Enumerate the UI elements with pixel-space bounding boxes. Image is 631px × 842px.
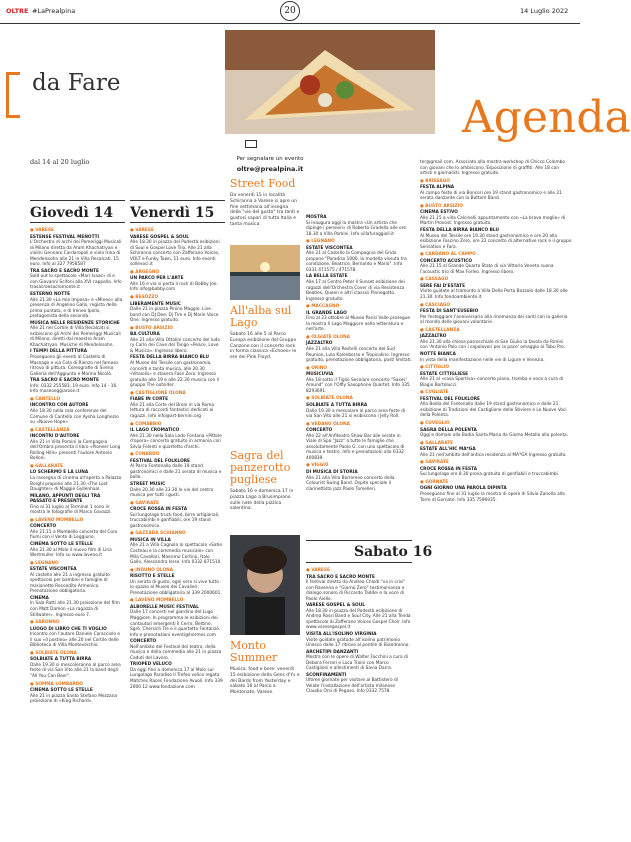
- listing-title: ESTATE VISCONTEA: [306, 245, 353, 251]
- section-title: da Fare: [32, 70, 121, 96]
- listing-text: Al campo feste di via Boncori ore 19 stand gastronomico e alle 21 serata danzante con la Bottom Band.: [420, 190, 562, 202]
- brand-logo: OLTRE: [6, 7, 29, 15]
- listing-text: Alle 21 alla Villa Restelli concerto del Sud Reunion, Lula Kalenborso e Tropicalino. Ingresso gratuito, prenotazione obbligatoria, posti limitati.: [306, 347, 412, 364]
- feature-title: All'alba sul Lago: [230, 304, 292, 329]
- listing-title: CONCERTO: [306, 428, 333, 434]
- listing-text: Alle 21.30 nella Sala Lodo Fontana «Pittole d'opera» concerto gratuito in armonia con Silvia Felenti e quartetto d'archi.: [130, 433, 222, 450]
- listing-title: FESTIVAL DEL FOLKLORE: [130, 458, 190, 464]
- listing-text: Sul lungolago truck food, birre artigianali, truccabimbi e gonfiabili, ore 19 stand gastronomico.: [130, 512, 220, 529]
- divider: [30, 222, 125, 223]
- listing-town: ● LAVENO MOMBELLO: [30, 518, 123, 524]
- listing-text: Alle 21.30 «La mia Imposa» e «Mineo» alla presenza di Angelino Gallo, regista della prima puntata, e di Ireneo Ipollo, protagonista della seconda.: [30, 297, 123, 320]
- listing-text: Alle 21 nel Cortile di Villa Recalcati si esibiscono gli Archi dei Pomeriggi Musicali di Milano, diretti dal maestro Aram Khachatryan. Musiche di Mendelssohn.: [30, 326, 121, 348]
- listing-title: FESTIVAL DEL FOLKLORE: [420, 396, 480, 402]
- divider: [30, 200, 125, 201]
- listing-text: Alle 16 e via si porta il rock di Bobby Joe. Info info@bobby.com: [130, 281, 218, 293]
- listing-title: STREET MUSIC: [130, 481, 166, 487]
- listing-text: Alle 22 all'Anfiteatro Shaw Bar alle serate in Viale di Spa "Jazz" a tutte le famiglie che assolutamente Paolo G. con uno spettacolo di musica e teatro. Info e prenotazioni allo 0332 400839.: [306, 433, 405, 461]
- listing-text: Visite guidate gratuite all'isolino patrimonio Unesco dalle 17 ritrovo al pontile di Biandronno.: [306, 637, 410, 649]
- listing-title: CROCE ROSSA IN FESTA: [420, 466, 478, 472]
- listing-town: ● CASTELLANZA: [30, 428, 123, 434]
- listing-title: FIABE IN CORTE: [130, 397, 169, 403]
- listing-text: Alle 21 al «casa Sportiva» concerto piano, tromba e voce a cura di Biagio Bortolucci.: [420, 377, 564, 388]
- listing-town: ● INDUNO OLONA: [130, 568, 223, 574]
- listing-title: MUSICA NELLE RESIDENZE STORICHE: [30, 320, 120, 326]
- listing-title: ARCHETIPI DANZANTI: [306, 649, 359, 655]
- listing-town: ● CUVEGLIO: [420, 421, 572, 427]
- listing-text: In Sala Ratti alle 21.30 proiezione del film con Matt Damon «La ragazza di Stillwater». Ingresso euro 7.: [30, 601, 120, 618]
- divider: [130, 222, 225, 223]
- listing-title: DI MUSICA DI STORIA: [306, 469, 358, 475]
- listing-title: IL LAGO CROMATICO: [130, 428, 180, 434]
- listing-title: TRIOPED VELUCO: [130, 662, 172, 668]
- agenda-title: Agenda: [462, 92, 631, 143]
- listing-text: Alle 21 alla Villa Borromeo concerto della Colourist Swing Band. Ospite speciale il clarinettista jazz Paolo Tomelleri.: [306, 475, 395, 492]
- listing-text: La rassegna di cinema all'aperto a Palazzo Borghi propone alle 21.30 «The Lost Daughter» di Maggie Gyllenhaal.: [30, 475, 122, 493]
- listing-town: ● SOLBIATE OLONA: [30, 651, 123, 657]
- listing-title: MILANO, APPUNTI DEGLI TRA PASSATO E PRESENTE: [30, 493, 101, 505]
- listing-title: CONCERTO ACUSTICO: [420, 258, 473, 264]
- listing-town: ● CANTELLO: [30, 397, 123, 403]
- listing-title: LUOGO DI LIBRO CHE TI VOGLIO: [30, 626, 107, 632]
- listing-town: ● VARESE: [306, 568, 412, 574]
- listing-town: ● VIGGIÙ: [306, 463, 412, 469]
- listing-text: Proseguono fino al 31 luglio la mostra di opere di Silvio Zanella alla Torre di Gornate. Info 335 7596935.: [420, 491, 565, 503]
- listing-title: CONCERTO: [30, 524, 57, 530]
- listing-town: ● SOLBIATE OLONA: [306, 396, 412, 402]
- listing-title: OGNI GIORNO UNA PAROLA DIPINTA: [420, 486, 507, 492]
- listing-title: TRA SACRO E SACRO MONTE: [30, 268, 99, 274]
- divider: [306, 562, 412, 563]
- listing-title: LIBERAMENTE MUSIC: [130, 301, 181, 307]
- listing-column-venerdi-cont: [306, 214, 412, 540]
- listing-title: CINEMA: [30, 595, 49, 601]
- feature-allalba: [230, 305, 300, 361]
- listing-text: Dalle 20.30 alle 23.30 le vie del centro musica per tutti i gusti.: [130, 487, 214, 499]
- listing-title: INCONTRO CON AUTORE: [30, 403, 89, 409]
- listing-town: ● BUSTO ARSIZIO: [420, 204, 572, 210]
- listing-title: CINEMA ESTIVO: [420, 210, 458, 216]
- page-number: 20: [280, 1, 300, 21]
- listing-column-giovedi: [30, 226, 123, 831]
- listing-text: Dalle 19.30 si mescoleranno al parco area feste di via San Vito alle 21 la band degli "All You Can Beer".: [30, 662, 121, 680]
- listing-title: SERE FAI D'ESTATE: [420, 283, 465, 289]
- listing-town: ● ORINO: [306, 366, 412, 372]
- listing-town: ● BRISSAGO: [420, 179, 572, 185]
- listing-text: Al Museo del Tessile con gastronomia, concerti e tanta musica, alle 20.30 «Vitaiolis» e stasera Fase Zero. Ingresso gratuito alle 19 e alle 22.30 musica con il gruppo The outsider.: [130, 361, 220, 389]
- listing-title: SCONFINAMENTI: [306, 672, 347, 678]
- listing-text: Alle 21.30 al Molo il nuovo film di Lina Wertmuller. Info su www.laveno.it: [30, 547, 112, 559]
- listing-column-sabato: [306, 566, 412, 828]
- listing-text: Dalle 19.30 a mescolare al parco area feste di via San Vito alle 21 si esibiscono i Jelly Roll.: [306, 408, 406, 420]
- listing-title: MUSICUVIA: [306, 372, 334, 378]
- listing-text: Il festival diretto da Andrea Chiodi "va in crisi" con Ravenna e "Giorno Zero" testimonianza e dialogo sonoro di Riccardo Taddei e la voce di Paolo Aiello.: [306, 580, 406, 602]
- listing-text: Sul lungolago ore 8.30 prova gratuita di gonfiabili e truccabimbi.: [420, 472, 560, 478]
- day-heading-sabato: Sabato 16: [354, 544, 433, 560]
- listing-town: ● GORNATE: [420, 480, 572, 486]
- listing-text: Fino al 31 luglio al Terminal 1 sono in mostra le fotografie di Marco Gavazzi.: [30, 504, 112, 516]
- divider: [130, 200, 225, 201]
- listing-text: Un serata di gusto, ogni sera si vive tutto lo spazio al Museo dei Cavalieri. Prenotazione obbligatoria al 339 2000601.: [130, 579, 222, 596]
- submit-email[interactable]: oltre@prealpina.it: [236, 165, 304, 173]
- listing-text: Alla Badia del Fontenallo dalle 19 stand gastronomico e dalle 21 esibizione di Tradizioni del Castiglione delle Stiviere e Le Nuove Voci della Polenta.: [420, 402, 567, 419]
- listing-text: In vista della manifestazione nelle vie di Ligure e Venezia.: [420, 357, 545, 363]
- listing-text: Mostra con le opere di Walter Facchini a cura di Debora Ferrari e Luca Traini con Marco Castiglioni e allestimenti di Savia Darra.: [306, 655, 408, 672]
- listing-text: Visite guidate al tramonto a Villa Della Porta Bozzolo dalle 18.30 alle 21.30. Info fondoambiente.it: [420, 289, 568, 301]
- listing-title: RISOTTO E STELLE: [130, 574, 175, 580]
- listing-text: Alle 18.30 in piazza del Podestà esibizione di Andrea Rossi Band e Soul City. Alle 21 alla Tenda spettacolo di Zafferano Voices Gospel Choir. Info www.varesegospel.it: [306, 608, 411, 631]
- listing-town: ● CASTIGLIONE OLONA: [130, 391, 223, 397]
- listing-text: Per festeggiare l'anniversario alla rinomanza dei santi con la galleria al mondo delle giovani volontarie.: [420, 314, 568, 326]
- day-heading-venerdi: Venerdì 15: [130, 205, 215, 221]
- listing-text: Alle 21.15 al Grande Quarto Stato di via Vittorio Veneto suona l'acoustic trio di Max Forleo. Ingresso libero.: [420, 264, 554, 275]
- listing-text: Si inaugura oggi la mostra «Un artista che dipinge i pensieri» di Roberto Gradella alle ore 18.30 a Villa Pomini. Info villafuraggioli.it: [306, 220, 406, 237]
- issue-date: 14 Luglio 2022: [520, 7, 569, 15]
- singer-photo: [230, 535, 300, 635]
- listing-title: MOSTRA: [306, 215, 327, 220]
- listing-text: Oggi e domani alla Badia Santa Maria da Giomo Metallo alla polenta.: [420, 433, 569, 439]
- listing-town: ● OLGIATE OLONA: [306, 335, 412, 341]
- listing-title: MUSICA IN VILLA: [130, 537, 171, 543]
- listing-text: Alle 21.15 a villa Calcinelli appuntamento con «La brava moglie» di Martin Provost. Ingresso gratuito.: [420, 215, 566, 227]
- listing-title: SOLBIATE A TUTTA BIRRA: [30, 657, 92, 663]
- listing-town: ● LEGNANO: [306, 239, 412, 245]
- listing-town: ● GALLARATE: [30, 464, 123, 470]
- listing-town: ● BUSTO ARSIZIO: [130, 326, 223, 332]
- listing-town: ● COMABBIO: [130, 422, 223, 428]
- hashtag: #LaPrealpina: [32, 7, 76, 15]
- listing-town: ● LEGNANO: [30, 561, 123, 567]
- listing-text: Alle 18.30 in piazza del Podestà esibizioni di Soul e Gospel Love Trio. Alle 21 alla Schiranna concerto con Zafferano Voices, VOLT e Funky Town, 11 euro. Info eventi sollevoci.it: [130, 240, 220, 268]
- listing-title: SAGRA DELLA POLENTA: [420, 427, 477, 433]
- listing-title: SOLBIATE A TUTTA BIRRA: [306, 402, 368, 408]
- listing-title: VARESE GOSPEL & SOUL: [130, 234, 189, 240]
- food-photo: [225, 30, 435, 134]
- listing-title: FESTA ALPINA: [420, 185, 455, 191]
- listing-text: Alle 18.30 nella sala conferenze del Comune di Cantello con Aysha Longhezio su «Nuove Hope».: [30, 408, 119, 426]
- listing-title: CONCERTO: [130, 639, 157, 645]
- listing-text: Alle 21 alla Villa Ottolini concerto del ludo ry Carlo dei Cave del Tango «Peace, Love & Musica». Ingresso libero.: [130, 337, 221, 354]
- listing-text: Al castello alle 21 a ingresso gratuito spettacolo per bambini e famiglie di marionette Recondito Armonico. Prenotazione obbligatoria.: [30, 572, 110, 595]
- listing-title: I TEMPI DELLA PITTURA: [30, 349, 88, 355]
- feature-body: Sabato 16 alle 5 al Parco Europa esibizione del Gruppo Canzone con il concerto rock in forma classica «Echoes» le ere dei Pink Floyd.: [230, 332, 297, 361]
- feature-title: Street Food: [230, 177, 296, 190]
- listing-town: ● SOMMA LOMBARDO: [30, 682, 123, 688]
- feature-street-food: [230, 178, 300, 228]
- listing-town: ● ARGEGNO: [130, 270, 223, 276]
- feature-sagra: [230, 450, 300, 512]
- listing-title: VISITA ALL'ISOLINO VIRGINIA: [306, 632, 377, 638]
- listing-town: ● CARDANO AL CAMPO: [420, 252, 572, 258]
- listing-text: Alle 21.15 a Mombello concerto del Coro fiumi con il Vento di Leggiuno.: [30, 529, 118, 541]
- feature-body: Musica, food e bere: venerdì 15 esibizione della Gens d'Ys e dei Bards from Yesterday e sabato 16 al Parco a Montonate, Varese.: [230, 667, 300, 696]
- listing-text: Proseguono gli eventi al Castello di Masnago e via Cola di Rienzo nel famoso ritrovo di pittura. Coreografie di Sirena Galleria dell'Aggiunta e Marina Nicolò.: [30, 355, 119, 377]
- listing-text: ter@gmail.com. Associato alla mostra workshop di Chicco Colombo con giovani che lo ambiscono. Esposizione di graffiti. Alle 18 con artisti e giornalisti. Ingresso gratuito.: [420, 160, 566, 177]
- listing-title: BA CULTURA: [130, 332, 160, 338]
- listing-town: ● MACCAGNO: [306, 304, 412, 310]
- listing-town: ● CASTELLANZA: [420, 328, 572, 334]
- listing-title: ESTERNO NOTTE: [30, 292, 71, 298]
- divider: [306, 540, 412, 541]
- listing-town: ● CASCIAGO: [420, 303, 572, 309]
- listing-title: NOTTE BIANCA: [420, 351, 456, 357]
- listing-town: ● CUNARDO: [130, 452, 223, 458]
- listing-title: ESTENSE FESTIVAL MENOTTI: [30, 234, 100, 240]
- listing-title: JAZZALTRO: [306, 341, 333, 347]
- listing-text: Dalle 21 in piazza Pinino Maggio. Live band con DJ Dee, Dj Tim e Dj Marin Voice One. Ingresso gratuito.: [130, 307, 219, 324]
- listing-text: Alle 17 al Centro Peter il Sunset esibizione dei ragazzi dell'Orchestra Cover di via Resistenza Beatles, Queen e altri classici Pinnegotto. Ingresso gratuito.: [306, 280, 405, 302]
- listing-town: ● CUGLIATE: [420, 390, 572, 396]
- listing-town: ● CITTIGLIO: [420, 365, 572, 371]
- listing-title: JAZZALTRO: [420, 334, 447, 340]
- listing-title: IL GRANDE LAGO: [306, 310, 347, 316]
- listing-column-venerdi: [130, 226, 223, 831]
- listing-text: Ultime giornate per visitare al Battistero di Velate l'installazione dell'artista milanese Claudio Orsi di Pegaso. Info 0332 7578.: [306, 678, 398, 695]
- listing-town: ● SARONNO: [30, 620, 123, 626]
- listing-text: Sold out lo spettacolo «Marr Isaac» di e con Giovanni Scifoni alla XVI cappella. Info trasacroesacromonte.it: [30, 274, 122, 291]
- listing-text: Alle 21 a Villa Cagnola lo spettacolo «Satie Cocteau e la commedia musicale» con Mila Cavallari, Massimo Cortinù, Italo Gallo, Alessandra Ierse. Info 0332 871510.: [130, 543, 222, 566]
- listing-town: ● GAVIRATE: [420, 460, 572, 466]
- listing-text: Incontro con l'autore Daniele Caracciolo e il suo «Il postino» alle 20 nel Cortile delle Biblioteca di Villa Monteverchio.: [30, 632, 120, 649]
- feature-monto: [230, 640, 300, 696]
- listing-text: Alle 21 al Castello la Compagnia del Grido propone "Paradiso 1000, la modella vissuta tra condizione, Beatrice, Bernardo e Mario". Info 0331 471575 / 471578.: [306, 251, 407, 273]
- feature-body: Da venerdì 15 in località Schiranna a Varese si apre un fine settimana all'insegna delle "vie del gusto" tra tanti e gustosi sapori di tutta Italia e tanta musica.: [230, 193, 300, 227]
- listing-text: Dalle 17 concerti nel giardino del Lugo Maggiore. In programma le esibizioni dei cantautori emergenti Il Cerro, Bettine, Sgrò, Chersich Tre e il quartetto Fantanzò. Info e prenotazioni eventi@hermes.com: [130, 610, 221, 638]
- listing-text: Alle 21 alla Corte del Broni in via Roma lettura di racconti fantastici dedicati ai ragazzi. Info info@art-bernini.org: [130, 402, 215, 419]
- listing-text: Da oggi fino a domenica 17 al Molo sul Lungolago Paradiso Il Trofeo velico regata Matches Races Fondazione Avuoli. Info 339 2000 12 www.fondazione.com: [130, 667, 223, 690]
- listing-title: INCONTRI D'AUTORE: [30, 434, 80, 440]
- listing-text: Al Parco Fontenallo dalle 19 stand gastronomici e dalle 21 serata di musica e ballo.: [130, 464, 222, 481]
- listing-title: ESTATE CITTIGLIESE: [420, 371, 469, 377]
- listing-title: VARESE GOSPEL & SOUL: [306, 603, 365, 609]
- lake-photo: [230, 245, 300, 300]
- listing-title: TRA SACRO E SACRO MONTE: [306, 574, 375, 580]
- listing-town: ● LAVENO MOMBELLO: [130, 598, 223, 604]
- feature-title: Monto Summer: [230, 639, 278, 664]
- listing-title: LO SCHERMO E LA LUNA: [30, 470, 89, 476]
- listing-title: LA BELLA ESTATE: [306, 274, 348, 280]
- listing-town: ● VEDANO OLONA: [306, 422, 412, 428]
- listing-text: Alle 18 sotto il Tiglio Secolare concerto "Saxes' Around" con l'Olfly Saxophone Quartet. Info 335 8293691.: [306, 377, 410, 394]
- section-bracket: [6, 72, 20, 118]
- listing-title: TRA SACRO E SACRO MONTE: [30, 378, 99, 384]
- listing-town: ● VARESE: [130, 228, 223, 234]
- listing-text: Al Museo del Tessile ore 19.30 stand gastronomico e ore 20 alla esibizione Fascino Zero, ore 22 concerto di alternative rock e il gruppo Sensation e Fara.: [420, 233, 572, 250]
- listing-town: ● GAVIRATE: [130, 501, 223, 507]
- listing-title: CROCE ROSSA IN FESTA: [130, 507, 188, 513]
- submit-label: Per segnalare un evento: [236, 156, 304, 162]
- listing-title: CINEMA SOTTO LE STELLE: [30, 688, 93, 694]
- listing-town: ● CASSAGO: [420, 277, 572, 283]
- listing-text: Alle 21.30 alla chiesa parrocchiale di San Giulio la tavola da Rimini con 'Antonio Palo con i capolavori per la pace' omaggio ai Tabu Pro.: [420, 339, 566, 351]
- listing-title: FESTA DELLA BIRRA BIANCO BLU: [420, 228, 499, 234]
- listing-text: L'Orchestra di archi dei Pomeriggi Musicali di Milano diretta da Aram Khachatryan e violini Gennaro Cardaropoli e viola Irina di Mendelssohn alle 21 in Villa Recalcati. 15 euro. Info al 327 7958587: [30, 240, 122, 268]
- feature-title: Sagra del panzerotto pugliese: [230, 449, 291, 486]
- listing-title: UN PARCO PER L'ARTE: [130, 276, 184, 282]
- listing-text: Alle 21 nell'ambito dell'antica residenza al MA*GA Ingresso gratuito.: [420, 452, 567, 458]
- listing-text: Fino al 23 ottobre al Museo Parisi Valle prosegue la mostra Il Lago Maggiore nella letteratura e nell'arte.: [306, 316, 411, 333]
- listing-title: ESTATE VISCONTEA: [30, 567, 77, 573]
- listing-title: FESTA DI SANT'EUSEBIO: [420, 309, 479, 315]
- listing-town: ● BESOZZO: [130, 295, 223, 301]
- listing-column-sabato-cont: [420, 160, 572, 832]
- listing-text: Info: 0332 255583, 19 euro. Info 14 - 16. Info museoeggiarose.it: [30, 383, 118, 395]
- listing-title: ALBORELLE MUSIC FESTIVAL: [130, 604, 199, 610]
- listing-town: ● GAZZADA SCHIANNO: [130, 531, 223, 537]
- mail-icon: [245, 140, 257, 148]
- feature-body: Sabato 16 e domenica 17 in piazza Lago a Brusimpiano sulle note della pizzica salentina.: [230, 489, 294, 512]
- listing-text: Alle 21 in Villa Pomini la Compagnia dell'Ombra presenta il libro «Pioneer Long Rolling Hills» presenti l'autore Antonio Belloni.: [30, 439, 121, 462]
- date-range: dal 14 al 20 luglio: [30, 158, 90, 166]
- listing-title: ESTATE ALL'HIC MA*GA: [420, 447, 476, 453]
- listing-town: ● GALLARATE: [420, 441, 572, 447]
- listing-town: ● VARESE: [30, 228, 123, 234]
- listing-text: Alle 21 in piazza Santo Stefano Mezzana proiezione di «King Richard».: [30, 693, 118, 705]
- masthead: [0, 0, 580, 24]
- day-heading-giovedi: Giovedì 14: [30, 205, 114, 221]
- listing-title: FESTA DELLA BIRRA BIANCO BLU: [130, 355, 209, 361]
- listing-text: Nell'ambito del Festival del teatro, della musica e della commedia alle 21 in piazza Caduti del Lavoro.: [130, 644, 222, 661]
- listing-title: CINEMA SOTTO LE STELLE: [30, 541, 93, 547]
